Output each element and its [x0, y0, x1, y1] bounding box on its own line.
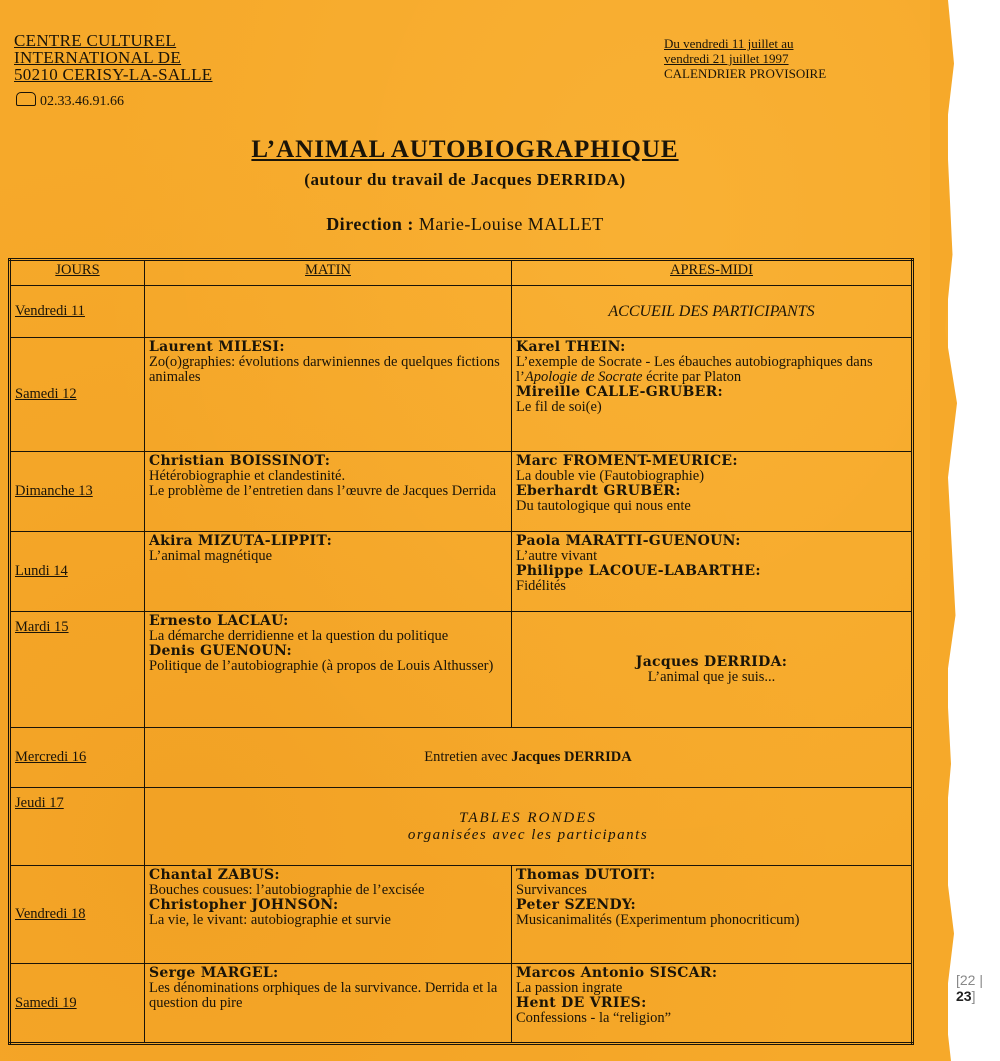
phone-number: 02.33.46.91.66: [16, 92, 124, 110]
talk-title: L’exemple de Socrate - Les ébauches autobiographiques dans l’Apologie de Socrate écrite par Platon: [516, 354, 873, 385]
talk-title: La double vie (Fautobiographie): [516, 468, 705, 484]
table-row: [10, 964, 913, 1044]
col-morning-header: MATIN: [145, 260, 512, 286]
afternoon-cell: [512, 452, 913, 532]
talk-title: Zo(o)graphies: évolutions darwiniennes de quelques fictions animales: [149, 354, 500, 385]
table-row: [10, 338, 913, 452]
talk-title: Bouches cousues: l’autobiographie de l’excisée: [149, 882, 425, 898]
schedule-table: [8, 258, 914, 1045]
day-cell: Mardi 15: [10, 612, 145, 728]
table-row: [10, 728, 913, 788]
org-line-2: INTERNATIONAL DE: [14, 48, 182, 67]
talk-title: La passion ingrate: [516, 980, 623, 996]
table-row: [10, 452, 913, 532]
day-cell: Vendredi 18: [10, 866, 145, 964]
full-day-cell: Entretien avec Jacques DERRIDA: [145, 728, 913, 788]
afternoon-cell: [512, 338, 913, 452]
speaker-name: Laurent MILESI:: [149, 339, 285, 355]
talk-title: Fidélités: [516, 578, 566, 594]
page-subtitle: (autour du travail de Jacques DERRIDA): [304, 170, 626, 189]
table-row: [10, 788, 913, 866]
speaker-name: Eberhardt GRUBER:: [516, 483, 681, 499]
direction-line: [0, 214, 930, 235]
talk-title: Survivances: [516, 882, 587, 898]
dates-line-2: vendredi 21 juillet 1997: [664, 51, 789, 66]
direction-label: Direction :: [326, 214, 414, 234]
speaker-name: Karel THEIN:: [516, 339, 626, 355]
torn-edge: [930, 0, 960, 1061]
talk-title: Musicanimalités (Experimentum phonocriticum): [516, 912, 800, 928]
speaker-name: Denis GUENOUN:: [149, 643, 293, 659]
page-numbers: [22 | 23]: [956, 972, 983, 1004]
speaker-name: Thomas DUTOIT:: [516, 867, 656, 883]
talk-title: Du tautologique qui nous ente: [516, 498, 691, 514]
day-cell: Dimanche 13: [10, 452, 145, 532]
talk-title: La démarche derridienne et la question du politique: [149, 628, 449, 644]
talk-title: L’animal que je suis...: [647, 668, 776, 685]
director-name: Marie-Louise MALLET: [418, 214, 604, 234]
org-line-1: CENTRE CULTUREL: [14, 31, 177, 50]
day-cell: Samedi 19: [10, 964, 145, 1044]
afternoon-cell: [512, 866, 913, 964]
talk-title: Politique de l’autobiographie (à propos de Louis Althusser): [149, 658, 494, 674]
talk-title: Le problème de l’entretien dans l’œuvre de Jacques Derrida: [149, 483, 497, 499]
morning-cell: [145, 612, 512, 728]
speaker-name: Ernesto LACLAU:: [149, 613, 289, 629]
telephone-icon: [16, 92, 36, 106]
col-afternoon-header: APRES-MIDI: [512, 260, 913, 286]
day-cell: Lundi 14: [10, 532, 145, 612]
table-row: [10, 532, 913, 612]
full-day-cell: [145, 788, 913, 866]
round-table-subtitle: organisées avec les participants: [407, 826, 649, 843]
morning-cell: [145, 866, 512, 964]
speaker-name: Christian BOISSINOT:: [149, 453, 331, 469]
organization-address: [14, 32, 213, 83]
afternoon-cell: [512, 964, 913, 1044]
talk-title: L’autre vivant: [516, 548, 598, 564]
table-header-row: [10, 260, 913, 286]
speaker-name: Paola MARATTI-GUENOUN:: [516, 533, 741, 549]
event-dates: [664, 36, 826, 81]
talk-title: L’animal magnétique: [149, 548, 273, 564]
talk-title: Les dénominations orphiques de la survivance. Derrida et la question du pire: [149, 980, 498, 1011]
talk-title: Hétérobiographie et clandestinité.: [149, 468, 346, 484]
speaker-name: Hent DE VRIES:: [516, 995, 647, 1011]
speaker-name: Marc FROMENT-MEURICE:: [516, 453, 738, 469]
day-cell: Vendredi 11: [10, 286, 145, 338]
round-table-title: TABLES RONDES: [459, 809, 597, 826]
calendar-status: CALENDRIER PROVISOIRE: [664, 66, 827, 81]
speaker-name: Peter SZENDY:: [516, 897, 636, 913]
speaker-name: Mireille CALLE-GRUBER:: [516, 384, 723, 400]
morning-cell: [145, 964, 512, 1044]
org-line-3: 50210 CERISY-LA-SALLE: [14, 65, 213, 84]
page-number-right: 23: [956, 988, 972, 1004]
col-days-header: JOURS: [10, 260, 145, 286]
morning-cell: [145, 338, 512, 452]
afternoon-cell: ACCUEIL DES PARTICIPANTS: [512, 286, 913, 338]
day-cell: Jeudi 17: [10, 788, 145, 866]
table-row: [10, 612, 913, 728]
speaker-name: Philippe LACOUE-LABARTHE:: [516, 563, 761, 579]
talk-title: La vie, le vivant: autobiographie et survie: [149, 912, 391, 928]
morning-cell: [145, 532, 512, 612]
speaker-name: Jacques DERRIDA:: [635, 653, 788, 670]
speaker-name: Serge MARGEL:: [149, 965, 279, 981]
talk-title: Confessions - la “religion”: [516, 1010, 672, 1026]
speaker-name: Akira MIZUTA-LIPPIT:: [149, 533, 333, 549]
table-row: [10, 286, 913, 338]
page-title: L’ANIMAL AUTOBIOGRAPHIQUE: [251, 136, 679, 163]
dates-line-1: Du vendredi 11 juillet au: [664, 36, 794, 51]
day-cell: Samedi 12: [10, 338, 145, 452]
morning-cell: [145, 286, 512, 338]
afternoon-cell: [512, 612, 913, 728]
speaker-name: Christopher JOHNSON:: [149, 897, 339, 913]
talk-title: Le fil de soi(e): [516, 399, 602, 415]
speaker-name: Marcos Antonio SISCAR:: [516, 965, 718, 981]
day-cell: Mercredi 16: [10, 728, 145, 788]
afternoon-cell: [512, 532, 913, 612]
page-number-left: 22: [959, 972, 976, 988]
table-row: [10, 866, 913, 964]
morning-cell: [145, 452, 512, 532]
speaker-name: Chantal ZABUS:: [149, 867, 280, 883]
